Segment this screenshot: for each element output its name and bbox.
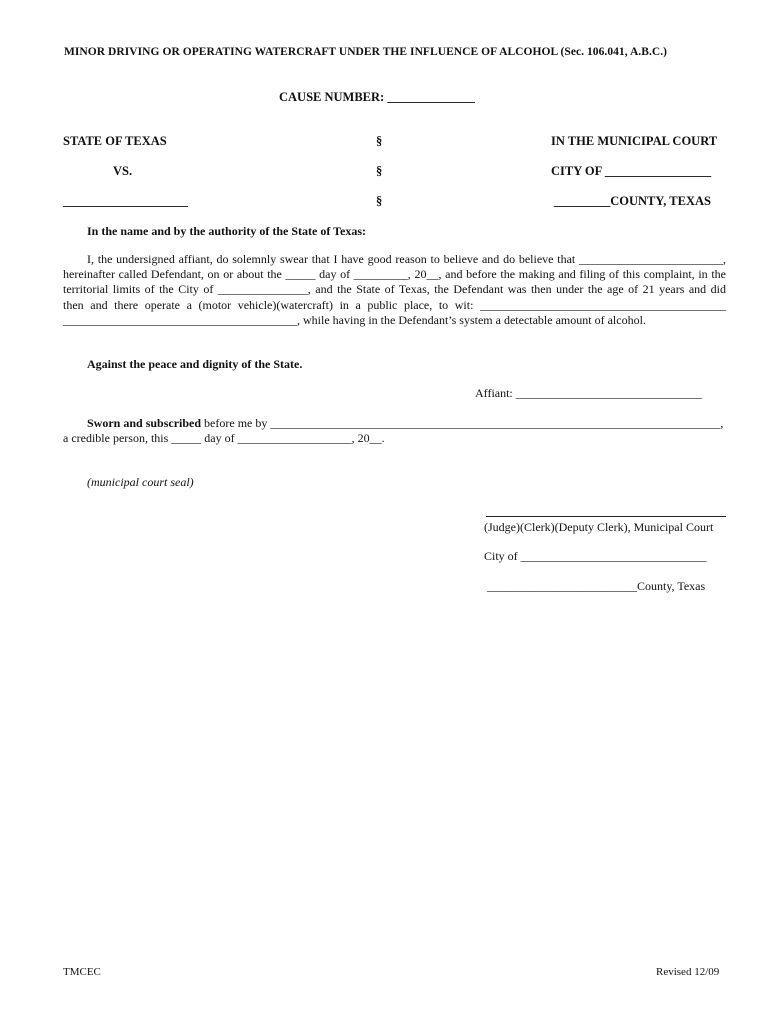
footer-tmcec: TMCEC — [63, 966, 101, 978]
complaint-line: hereinafter called Defendant, on or about the _____ day of _________, 20__, and before the making and filing of this complaint, in the — [63, 267, 726, 282]
signature-title: (Judge)(Clerk)(Deputy Clerk), Municipal Court — [484, 520, 714, 534]
sworn-line-1 — [87, 416, 723, 431]
section-mark: § — [376, 164, 383, 178]
caption-state-of-texas: STATE OF TEXAS — [63, 134, 167, 148]
section-mark: § — [376, 134, 383, 148]
affiant-signature-line: Affiant: _______________________________ — [475, 386, 702, 400]
section-mark: § — [376, 194, 383, 208]
complaint-line: then and there operate a (motor vehicle)(watercraft) in a public place, to wit: _________________________________________ — [63, 297, 726, 312]
sworn-rest: before me by ___________________________________________________________________________, — [201, 416, 724, 430]
caption-versus: VS. — [113, 164, 133, 178]
complaint-line: territorial limits of the City of _______________, and the State of Texas, the Defendant was then under the age of 21 years and did — [63, 282, 726, 297]
caption-defendant-line: ____________________ — [63, 194, 188, 208]
signature-rule — [486, 516, 726, 517]
caption-city-of: CITY OF _________________ — [551, 164, 712, 178]
cause-number: CAUSE NUMBER: ______________ — [279, 90, 475, 104]
complaint-line: _______________________________________, while having in the Defendant’s system a detectable amount of alcohol. — [63, 312, 646, 327]
caption-municipal-court: IN THE MUNICIPAL COURT — [551, 134, 718, 148]
signature-city: City of _______________________________ — [484, 549, 707, 563]
authority-heading: In the name and by the authority of the State of Texas: — [87, 224, 367, 238]
complaint-line: I, the undersigned affiant, do solemnly swear that I have good reason to believe and do believe that ________________________, — [87, 252, 726, 266]
complaint-paragraph — [63, 252, 726, 328]
footer-revision: Revised 12/09 — [656, 966, 720, 978]
sworn-line-2: a credible person, this _____ day of ___________________, 20__. — [63, 431, 385, 445]
peace-dignity-statement: Against the peace and dignity of the State. — [87, 357, 303, 371]
sworn-bold: Sworn and subscribed — [87, 416, 202, 430]
court-seal-placeholder: (municipal court seal) — [87, 475, 194, 489]
caption-county-texas: _________COUNTY, TEXAS — [554, 194, 711, 208]
signature-county: _________________________County, Texas — [487, 579, 706, 593]
document-title: MINOR DRIVING OR OPERATING WATERCRAFT UNDER THE INFLUENCE OF ALCOHOL (Sec. 106.041, A.B.C.) — [64, 46, 668, 58]
